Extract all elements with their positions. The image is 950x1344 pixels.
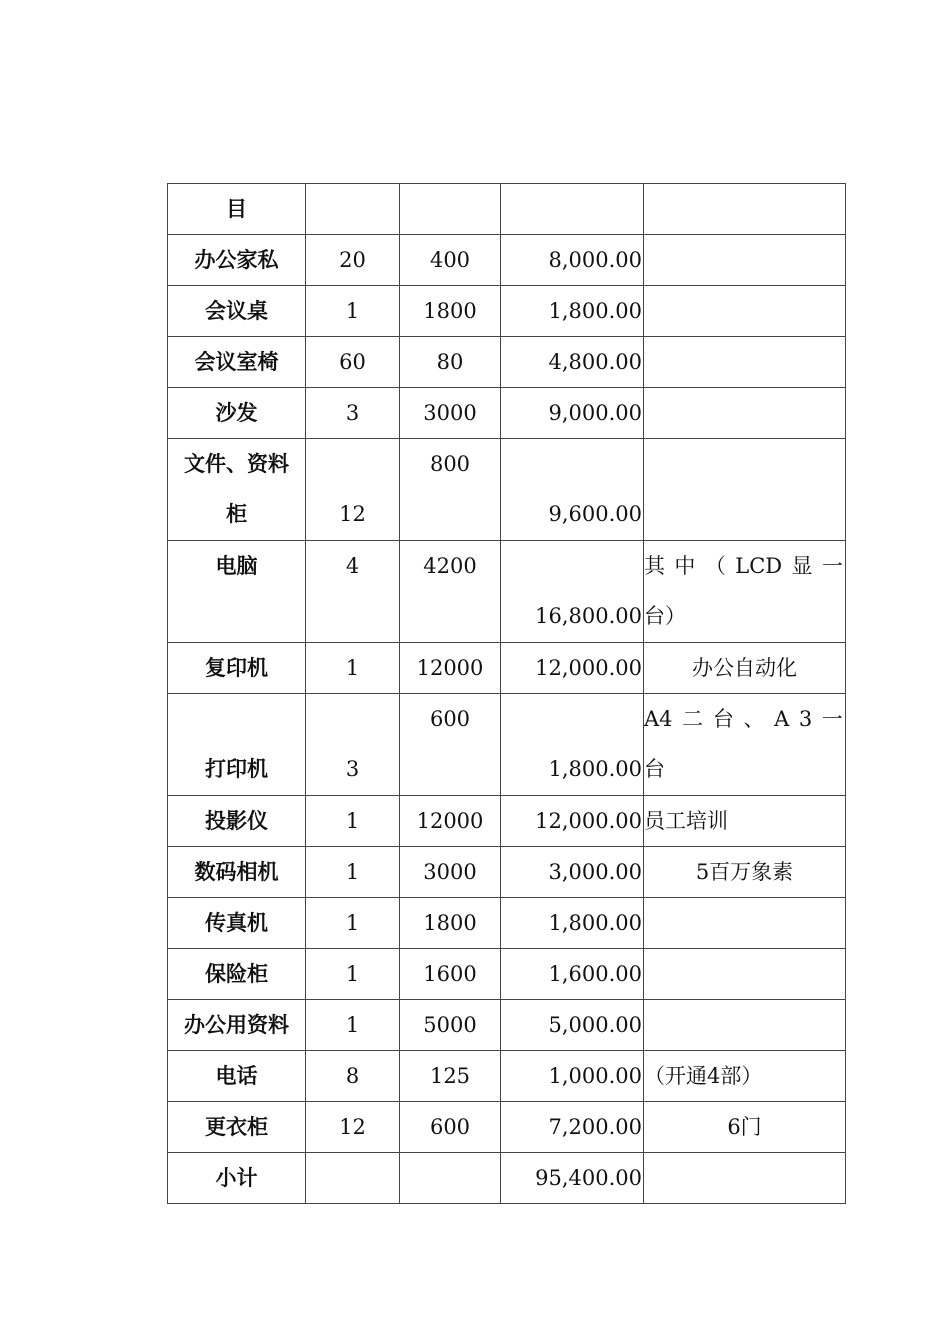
item-qty: 1 [306,796,400,847]
table-row-subtotal [168,1153,846,1204]
item-amount: 1,800.00 [501,286,644,337]
item-note [644,898,846,949]
item-qty: 1 [306,847,400,898]
item-price: 12000 [400,643,501,694]
table-row [168,1102,846,1153]
item-note: （开通4部） [644,1051,846,1102]
item-price: 1800 [400,286,501,337]
item-note [644,337,846,388]
item-amount: 7,200.00 [501,1102,644,1153]
item-name-line1: 文件、资料 [184,452,289,476]
item-name: 复印机 [168,643,306,694]
table-row [168,184,846,235]
subtotal-amount: 95,400.00 [501,1153,644,1204]
item-amount: 3,000.00 [501,847,644,898]
table-row [168,337,846,388]
item-qty [306,1153,400,1204]
item-price [400,1153,501,1204]
item-price: 600 [400,1102,501,1153]
budget-table [167,183,846,1204]
item-amount: 12,000.00 [501,796,644,847]
item-name-value: 电脑 [215,554,258,578]
table-row [168,949,846,1000]
item-price: 3000 [400,388,501,439]
item-note: 5百万象素 [644,847,846,898]
item-qty [306,439,400,541]
item-note [644,439,846,541]
item-qty-value: 4 [345,554,360,578]
item-amount: 9,000.00 [501,388,644,439]
item-name: 更衣柜 [168,1102,306,1153]
item-name [168,541,306,643]
item-note [644,235,846,286]
item-name: 会议桌 [168,286,306,337]
item-qty: 60 [306,337,400,388]
table-row [168,898,846,949]
table-row [168,439,846,541]
item-price [400,184,501,235]
item-name: 电话 [168,1051,306,1102]
item-price: 125 [400,1051,501,1102]
item-amount-value: 16,800.00 [535,604,642,628]
item-price: 1800 [400,898,501,949]
item-amount: 1,800.00 [501,898,644,949]
item-name: 保险柜 [168,949,306,1000]
item-name: 办公家私 [168,235,306,286]
table-row [168,235,846,286]
item-price: 5000 [400,1000,501,1051]
item-amount [501,184,644,235]
item-price-value: 800 [429,452,471,476]
table-row [168,694,846,796]
item-amount: 8,000.00 [501,235,644,286]
item-amount-value: 1,800.00 [548,757,642,781]
item-name: 沙发 [168,388,306,439]
item-note-line2: 台） [644,604,686,628]
item-price: 1600 [400,949,501,1000]
item-qty: 12 [306,1102,400,1153]
item-note [644,1000,846,1051]
item-note-line1: 其 中 （ LCD 显 一 [644,554,843,578]
table-row [168,847,846,898]
item-qty [306,694,400,796]
item-amount: 4,800.00 [501,337,644,388]
item-note [644,286,846,337]
table-row [168,796,846,847]
item-name [168,694,306,796]
item-price [400,541,501,643]
item-qty: 1 [306,286,400,337]
item-note: 办公自动化 [644,643,846,694]
item-qty: 20 [306,235,400,286]
item-note [644,541,846,643]
item-qty [306,184,400,235]
item-name: 目 [168,184,306,235]
item-price-value: 4200 [423,554,477,578]
item-name: 传真机 [168,898,306,949]
item-note [644,388,846,439]
item-note [644,949,846,1000]
item-name: 投影仪 [168,796,306,847]
item-qty: 1 [306,643,400,694]
item-name [168,439,306,541]
table-row [168,643,846,694]
item-name: 办公用资料 [168,1000,306,1051]
item-amount [501,694,644,796]
item-price-value: 600 [429,707,471,731]
subtotal-label: 小计 [168,1153,306,1204]
item-amount: 5,000.00 [501,1000,644,1051]
item-price: 400 [400,235,501,286]
item-amount: 1,000.00 [501,1051,644,1102]
item-amount: 1,600.00 [501,949,644,1000]
item-qty-value: 12 [339,502,366,526]
item-qty: 1 [306,1000,400,1051]
item-amount [501,541,644,643]
table-row [168,1051,846,1102]
item-note [644,694,846,796]
item-amount: 12,000.00 [501,643,644,694]
item-note: 员工培训 [644,796,846,847]
item-amount-value: 9,600.00 [548,502,642,526]
item-note: 6门 [644,1102,846,1153]
table-row [168,541,846,643]
item-qty: 3 [306,388,400,439]
item-note-line2: 台 [644,757,665,781]
item-price [400,694,501,796]
item-price [400,439,501,541]
item-qty-value: 3 [345,757,360,781]
item-name-line2: 柜 [226,502,247,526]
item-name: 数码相机 [168,847,306,898]
item-note [644,1153,846,1204]
item-qty: 8 [306,1051,400,1102]
table-row [168,1000,846,1051]
item-price: 80 [400,337,501,388]
item-note-line1: A4 二 台 、 A 3 一 [644,707,843,731]
table-row [168,388,846,439]
item-qty: 1 [306,898,400,949]
item-qty [306,541,400,643]
item-name-value: 打印机 [205,757,268,781]
item-name: 会议室椅 [168,337,306,388]
item-note [644,184,846,235]
item-price: 12000 [400,796,501,847]
table-row [168,286,846,337]
item-amount [501,439,644,541]
item-price: 3000 [400,847,501,898]
item-qty: 1 [306,949,400,1000]
